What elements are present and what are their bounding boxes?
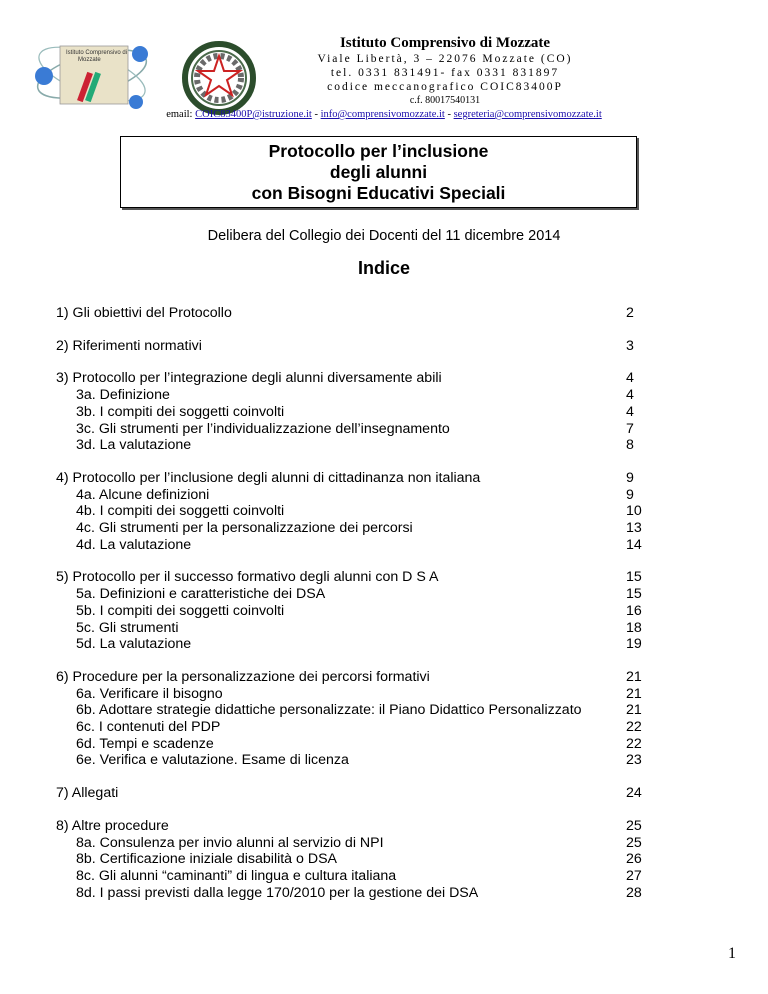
- toc-entry-title: 3a. Definizione: [76, 387, 170, 404]
- toc-subitem-row: [56, 421, 656, 438]
- delibera-text: Delibera del Collegio dei Docenti del 11 dicembre 2014: [207, 228, 561, 244]
- email-line: email: COIC83400P@istruzione.it - info@comprensivomozzate.it - segreteria@comprensivomozzate.it: [166, 109, 602, 120]
- toc-section: [56, 338, 656, 355]
- toc-entry-page: 15: [626, 569, 642, 586]
- toc-entry-page: 4: [626, 370, 634, 387]
- svg-text:Mozzate: Mozzate: [78, 57, 101, 63]
- toc-section-row: [56, 785, 656, 802]
- title-line-3: con Bisogni Educativi Speciali: [251, 182, 506, 203]
- email-link-info[interactable]: info@comprensivomozzate.it: [320, 109, 445, 120]
- toc-entry-page: 2: [626, 305, 634, 321]
- toc-entry-page: 27: [626, 867, 642, 884]
- toc-entry-page: 28: [626, 884, 642, 901]
- toc-entry-page: 25: [626, 817, 642, 834]
- title-line-2: degli alunni: [329, 161, 428, 182]
- toc-entry-title: 6) Procedure per la personalizzazione dei percorsi formativi: [56, 668, 430, 685]
- table-of-contents: [56, 305, 656, 917]
- toc-entry-title: 3c. Gli strumenti per l’individualizzazione dell’insegnamento: [76, 420, 450, 437]
- school-header: [290, 34, 600, 107]
- school-phone: tel. 0331 831491- fax 0331 831897: [330, 67, 560, 79]
- toc-entry-title: 6b. Adottare strategie didattiche personalizzate: il Piano Didattico Personalizzato: [76, 702, 582, 719]
- toc-entry-page: 21: [626, 668, 642, 685]
- toc-entry-title: 4d. La valutazione: [76, 536, 192, 553]
- toc-subitem-row: [56, 719, 656, 736]
- toc-subitem-row: [56, 620, 656, 637]
- page-number: 1: [728, 945, 736, 962]
- toc-entry-title: 2) Riferimenti normativi: [56, 337, 202, 354]
- toc-subitem-row: [56, 868, 656, 885]
- toc-entry-title: 3) Protocollo per l’integrazione degli alunni diversamente abili: [56, 370, 442, 387]
- toc-subitem-row: [56, 520, 656, 537]
- toc-entry-page: 13: [626, 520, 642, 537]
- toc-entry-page: 3: [626, 337, 634, 354]
- toc-entry-page: 9: [626, 486, 634, 503]
- toc-entry-title: 5a. Definizioni e caratteristiche dei DSA: [76, 586, 326, 603]
- toc-entry-page: 4: [626, 387, 634, 404]
- toc-subitem-row: [56, 537, 656, 554]
- toc-entry-title: 6c. I contenuti del PDP: [76, 719, 221, 736]
- toc-subitem-row: [56, 636, 656, 653]
- school-tax-code: c.f. 80017540131: [409, 95, 481, 106]
- toc-section: [56, 370, 656, 454]
- toc-entry-title: 5b. I compiti dei soggetti coinvolti: [76, 602, 285, 619]
- toc-entry-page: 4: [626, 403, 634, 420]
- toc-entry-title: 4a. Alcune definizioni: [76, 486, 210, 503]
- toc-entry-page: 10: [626, 503, 642, 520]
- toc-entry-title: 8c. Gli alunni “caminanti” di lingua e cultura italiana: [76, 867, 397, 884]
- toc-entry-title: 3b. I compiti dei soggetti coinvolti: [76, 403, 285, 420]
- toc-subitem-row: [56, 586, 656, 603]
- toc-entry-page: 8: [626, 437, 634, 454]
- title-line-1: Protocollo per l’inclusione: [268, 140, 489, 161]
- toc-subitem-row: [56, 387, 656, 404]
- toc-entry-title: 6e. Verifica e valutazione. Esame di licenza: [76, 752, 349, 769]
- email-link-segreteria[interactable]: segreteria@comprensivomozzate.it: [453, 109, 602, 120]
- toc-entry-title: 5) Protocollo per il successo formativo degli alunni con D S A: [56, 569, 439, 586]
- toc-entry-title: 4b. I compiti dei soggetti coinvolti: [76, 503, 285, 520]
- toc-section: [56, 470, 656, 554]
- toc-section-row: [56, 470, 656, 487]
- toc-entry-title: 6a. Verificare il bisogno: [76, 685, 223, 702]
- toc-entry-page: 26: [626, 851, 642, 868]
- toc-entry-page: 25: [626, 834, 642, 851]
- toc-section-row: [56, 818, 656, 835]
- toc-entry-page: 7: [626, 420, 634, 437]
- index-heading: Indice: [357, 258, 410, 278]
- toc-subitem-row: [56, 404, 656, 421]
- toc-subitem-row: [56, 487, 656, 504]
- toc-entry-page: 24: [626, 785, 642, 802]
- toc-entry-title: 1) Gli obiettivi del Protocollo: [56, 305, 232, 321]
- toc-entry-title: 3d. La valutazione: [76, 437, 192, 454]
- toc-entry-title: 5d. La valutazione: [76, 636, 192, 653]
- toc-entry-page: 22: [626, 735, 642, 752]
- toc-entry-title: 8a. Consulenza per invio alunni al servizio di NPI: [76, 834, 384, 851]
- toc-entry-title: 8) Altre procedure: [56, 817, 169, 834]
- toc-entry-page: 19: [626, 636, 642, 653]
- toc-subitem-row: [56, 851, 656, 868]
- toc-entry-page: 23: [626, 752, 642, 769]
- toc-entry-page: 9: [626, 469, 634, 486]
- toc-section: [56, 785, 656, 802]
- toc-section: [56, 305, 656, 322]
- toc-section: [56, 818, 656, 902]
- toc-entry-page: 21: [626, 685, 642, 702]
- svg-text:Istituto Comprensivo di: Istituto Comprensivo di: [66, 50, 128, 56]
- toc-subitem-row: [56, 686, 656, 703]
- toc-entry-title: 8d. I passi previsti dalla legge 170/2010 per la gestione dei DSA: [76, 884, 479, 901]
- toc-section-row: [56, 370, 656, 387]
- school-code: codice meccanografico COIC83400P: [327, 81, 563, 93]
- toc-subitem-row: [56, 752, 656, 769]
- toc-subitem-row: [56, 437, 656, 454]
- toc-subitem-row: [56, 885, 656, 902]
- toc-entry-title: 6d. Tempi e scadenze: [76, 735, 214, 752]
- toc-entry-page: 15: [626, 586, 642, 603]
- toc-section-row: [56, 569, 656, 586]
- toc-entry-title: 8b. Certificazione iniziale disabilità o DSA: [76, 851, 338, 868]
- toc-entry-page: 22: [626, 719, 642, 736]
- toc-entry-title: 7) Allegati: [56, 785, 119, 802]
- email-label: email:: [166, 109, 193, 120]
- toc-section-row: [56, 338, 656, 355]
- document-title-box: [120, 136, 637, 208]
- toc-subitem-row: [56, 736, 656, 753]
- toc-section: [56, 669, 656, 769]
- toc-entry-title: 4c. Gli strumenti per la personalizzazione dei percorsi: [76, 520, 413, 537]
- toc-entry-page: 21: [626, 702, 642, 719]
- toc-entry-page: 16: [626, 602, 642, 619]
- toc-entry-page: 14: [626, 536, 642, 553]
- toc-subitem-row: [56, 702, 656, 719]
- toc-entry-page: 18: [626, 619, 642, 636]
- toc-entry-title: 4) Protocollo per l’inclusione degli alunni di cittadinanza non italiana: [56, 469, 481, 486]
- school-address: Viale Libertà, 3 – 22076 Mozzate (CO): [317, 53, 573, 65]
- school-logo: [32, 32, 152, 114]
- school-name: Istituto Comprensivo di Mozzate: [339, 35, 551, 51]
- republic-emblem: [180, 38, 258, 118]
- email-link-istruzione[interactable]: COIC83400P@istruzione.it: [195, 109, 312, 120]
- toc-subitem-row: [56, 603, 656, 620]
- toc-subitem-row: [56, 835, 656, 852]
- toc-section-row: [56, 669, 656, 686]
- toc-subitem-row: [56, 503, 656, 520]
- toc-section: [56, 569, 656, 653]
- toc-entry-title: 5c. Gli strumenti: [76, 619, 179, 636]
- toc-section-row: [56, 305, 656, 322]
